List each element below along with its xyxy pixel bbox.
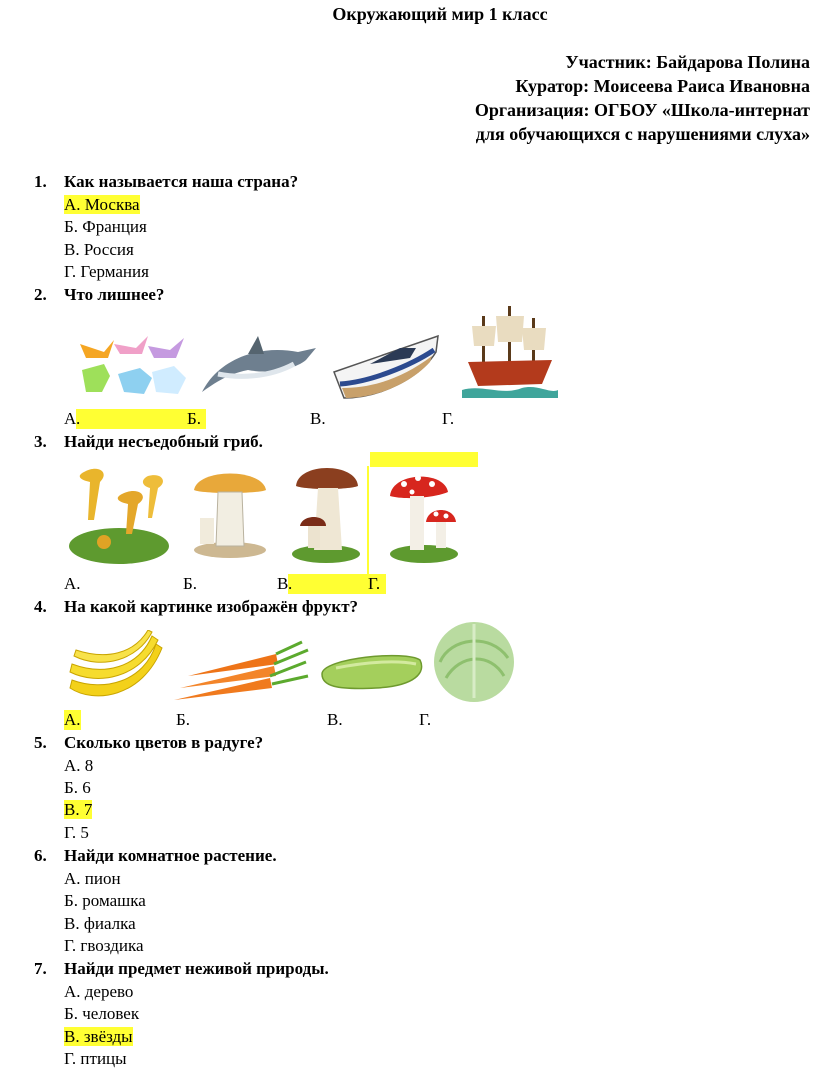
dolphin-icon[interactable] (198, 330, 320, 398)
question-text: Что лишнее? (64, 285, 165, 304)
option-label-dot: . (76, 409, 81, 428)
question-7 (34, 959, 329, 979)
answer-option-c[interactable]: В. Россия (64, 240, 134, 259)
option-label-a[interactable]: А. (64, 710, 81, 729)
motorboat-icon[interactable] (330, 326, 442, 404)
question-number: 1. (34, 172, 47, 191)
question-6 (34, 846, 277, 866)
option-label-c[interactable]: В (277, 574, 289, 593)
option-label-d-highlight[interactable] (288, 574, 386, 594)
answer-option-b[interactable]: Б. Франция (64, 217, 147, 236)
question-number: 3. (34, 432, 47, 451)
bananas-icon[interactable] (64, 630, 168, 706)
answer-option-c[interactable]: В. 7 (64, 800, 93, 819)
zucchini-icon[interactable] (316, 646, 426, 694)
option-label-b-highlight[interactable] (76, 409, 206, 429)
highlight-mark (367, 466, 369, 574)
answer-option-d[interactable]: Г. Германия (64, 262, 149, 281)
question-number: 2. (34, 285, 47, 304)
answer-option-b[interactable]: Б. 6 (64, 778, 91, 797)
organization-line-2: для обучающихся с нарушениями слуха» (475, 124, 810, 144)
carrots-icon[interactable] (170, 640, 310, 710)
question-text: Как называется наша страна? (64, 172, 299, 191)
answer-option-c[interactable]: В. фиалка (64, 914, 136, 933)
answer-option-a[interactable]: А. Москва (64, 195, 140, 214)
question-5 (34, 733, 263, 753)
page-title: Окружающий мир 1 класс (332, 4, 548, 24)
mushroom-icon[interactable] (188, 462, 272, 558)
option-label-c[interactable]: В. (310, 409, 326, 428)
question-number: 7. (34, 959, 47, 978)
curator-line: Куратор: Моисеева Раиса Ивановна (515, 76, 810, 96)
question-text: Сколько цветов в радуге? (64, 733, 264, 752)
option-label-c[interactable]: В. (327, 710, 343, 729)
sailing-ship-icon[interactable] (462, 302, 558, 402)
question-4 (34, 597, 358, 617)
option-label-d[interactable]: Г. (419, 710, 432, 729)
participant-line: Участник: Байдарова Полина (565, 52, 810, 72)
answer-option-a[interactable]: А. 8 (64, 756, 94, 775)
option-label-d: Г. (368, 574, 381, 593)
answer-option-d[interactable]: Г. 5 (64, 823, 89, 842)
option-label-a[interactable]: А (64, 409, 77, 428)
answer-option-b[interactable]: Б. человек (64, 1004, 140, 1023)
answer-option-c[interactable]: В. звёзды (64, 1027, 133, 1046)
boletus-icon[interactable] (290, 460, 362, 564)
organization-line: Организация: ОГБОУ «Школа-интернат (474, 100, 810, 120)
question-text: Найди предмет неживой природы. (64, 959, 329, 978)
answer-option-a[interactable]: А. дерево (64, 982, 134, 1001)
option-label-b[interactable]: Б. (176, 710, 191, 729)
question-number: 4. (34, 597, 47, 616)
answer-option-d[interactable]: Г. гвоздика (64, 936, 144, 955)
fly-agaric-icon[interactable] (388, 466, 460, 564)
question-text: На какой картинке изображён фрукт? (64, 597, 359, 616)
question-2 (34, 285, 164, 305)
cabbage-icon[interactable] (430, 618, 518, 704)
option-label-b: Б. (187, 409, 202, 428)
question-1 (34, 172, 298, 192)
question-3 (34, 432, 263, 452)
question-number: 6. (34, 846, 47, 865)
answer-option-a[interactable]: А. пион (64, 869, 121, 888)
answer-option-b[interactable]: Б. ромашка (64, 891, 146, 910)
highlight-mark (370, 452, 478, 467)
question-text: Найди несъедобный гриб. (64, 432, 263, 451)
answer-option-d[interactable]: Г. птицы (64, 1049, 127, 1068)
paper-boats-icon[interactable] (74, 330, 192, 400)
question-text: Найди комнатное растение. (64, 846, 277, 865)
option-label-a[interactable]: А. (64, 574, 81, 593)
option-label-dot: . (288, 574, 293, 593)
option-label-d[interactable]: Г. (442, 409, 455, 428)
question-number: 5. (34, 733, 47, 752)
chanterelle-icon[interactable] (64, 460, 174, 566)
option-label-b[interactable]: Б. (183, 574, 198, 593)
